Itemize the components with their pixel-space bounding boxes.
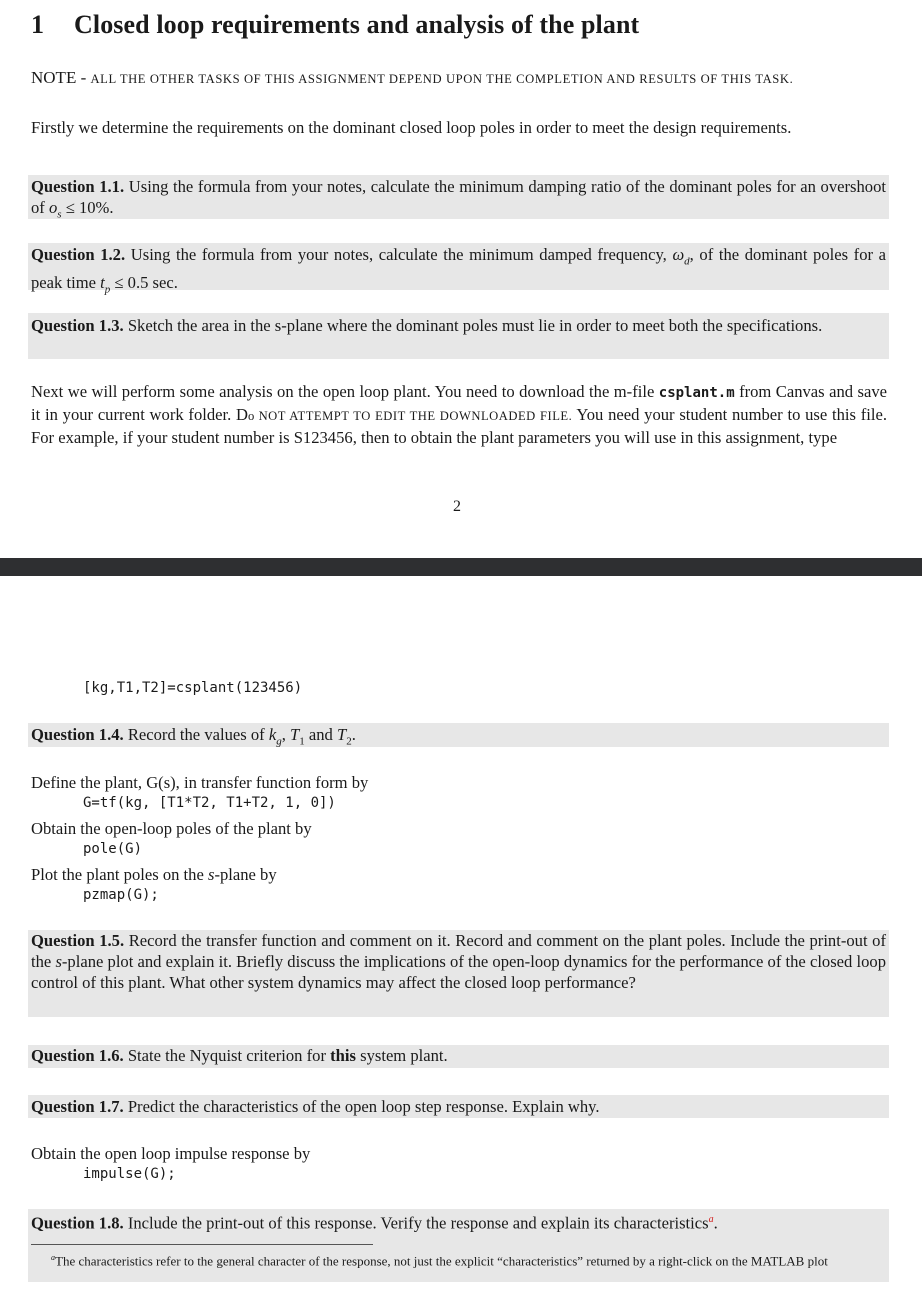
page-2 [0, 0, 922, 558]
question-label: Question 1.8. [31, 1213, 124, 1233]
question-text: Using the formula from your notes, calculate the minimum damped frequency, [130, 245, 673, 264]
question-text-end: ≤ 0.5 sec. [110, 273, 178, 293]
intro-paragraph: Firstly we determine the requirements on the dominant closed loop poles in order to meet the design requirements. [31, 118, 792, 137]
question-label: Question 1.7. [31, 1097, 124, 1116]
question-1-2 [28, 243, 889, 296]
question-text-and: and [304, 725, 337, 744]
impulse-text: Obtain the open loop impulse response by [31, 1144, 311, 1163]
question-label: Question 1.6. [31, 1046, 124, 1065]
footnote-marker[interactable]: a [708, 1214, 714, 1225]
footnote: $^a$The characteristics refer to the general character of the response, not just the explicit “characteristics” returned by a right-click on the MATLAB plot [51, 1252, 828, 1268]
math-os: $o_s$ [48, 198, 62, 221]
question-text: Using the formula from your notes, calculate the minimum damping ratio of the dominant poles for an overshoot of [31, 177, 887, 217]
code-tf: G=tf(kg, [T1*T2, T1+T2, 1, 0]) [83, 795, 336, 811]
question-label: Question 1.2. [31, 245, 126, 264]
question-label: Question 1.5. [31, 931, 125, 950]
note-lead: NOTE - [31, 68, 91, 87]
question-1-1 [28, 175, 889, 219]
emphasis-this: this [330, 1046, 356, 1065]
download-paragraph [31, 381, 887, 448]
question-text: Include the print-out of this response. Verify the response and explain its characteristics [127, 1213, 709, 1233]
question-text: Predict the characteristics of the open loop step response. Explain why. [127, 1097, 600, 1116]
question-label: Question 1.3. [31, 316, 124, 335]
question-1-8: Question 1.8. Include the print-out of this response. Verify the response and explain its characteristics$^a$. $^a$The characteristics refer to the general character of the response, not just the explicit “characteristics” returned by a right-click on the MATLAB plot [28, 1209, 889, 1282]
math-wd: $\omega_d$ [672, 245, 690, 268]
question-1-5: Question 1.5. Record the transfer function and comment on it. Record and comment on the plant poles. Include the print-out of the s-plane plot and explain it. Briefly discuss the implications of the open-loop dynamics for the performance of the closed loop control of this plant. What other system dynamics may affect the closed loop performance? [28, 930, 889, 1017]
section-heading [31, 10, 639, 40]
para-text: from Canvas and save it in your current work folder. [31, 382, 887, 424]
question-1-4: Question 1.4. Record the values of $k_g$, $T_1$ and $T_2$. [28, 723, 889, 747]
code-pzmap: pzmap(G); [83, 887, 159, 903]
question-text: Sketch the area in the s-plane where the dominant poles must lie in order to meet both the specifications. [127, 316, 823, 335]
section-number: 1 [31, 10, 45, 39]
question-text: Record the transfer function and comment on it. Record and comment on the plant poles. Include the print-out of the [31, 931, 886, 971]
para-text: You need your student number to use this file. For example, if your student number is S123456, then to obtain the plant parameters you will use in this assignment, type [31, 405, 887, 447]
question-1-7 [28, 1095, 889, 1118]
note-paragraph [31, 67, 887, 90]
math-tp: $t_p$ [100, 273, 111, 296]
define-plant-text: Define the plant, G(s), in transfer function form by [31, 773, 369, 792]
question-text-mid: , of the dominant poles for a peak time [31, 245, 886, 293]
plot-poles-text: Plot the plant poles on the s-plane by [31, 865, 277, 884]
section-title: Closed loop requirements and analysis of the plant [74, 10, 640, 39]
warning-text: Do NOT ATTEMPT TO EDIT THE DOWNLOADED FILE. [236, 405, 573, 424]
question-label: Question 1.1. [31, 177, 125, 196]
obtain-poles-text: Obtain the open-loop poles of the plant by [31, 819, 312, 838]
math-kg: $k_g$ [268, 725, 282, 748]
page-divider [0, 558, 922, 576]
math-t1: $T_1$ [290, 725, 305, 748]
footnote-rule [31, 1244, 373, 1245]
question-1-3 [28, 313, 889, 359]
code-pole: pole(G) [83, 841, 143, 857]
question-1-6: Question 1.6. State the Nyquist criterion for this system plant. [28, 1045, 889, 1068]
question-label: Question 1.4. [31, 725, 124, 744]
page-number: 2 [453, 498, 461, 515]
question-text: Record the values of [127, 725, 269, 744]
code-csplant: [kg,T1,T2]=csplant(123456) [83, 680, 303, 696]
question-text-end: -plane plot and explain it. Briefly discuss the implications of the open-loop dynamics for the performance of the closed loop control of this plant. What other system dynamics may affect the closed loop performance? [31, 952, 887, 992]
note-body: ALL THE OTHER TASKS OF THIS ASSIGNMENT DEPEND UPON THE COMPLETION AND RESULTS OF THIS TASK. [90, 72, 794, 86]
para-text: Next we will perform some analysis on the open loop plant. You need to download the m-file [31, 382, 659, 401]
math-t2: $T_2$ [337, 725, 352, 748]
question-text-end: ≤ 10%. [61, 198, 114, 217]
mfile-name: csplant.m [658, 385, 735, 401]
page-3 [0, 576, 922, 1308]
code-impulse: impulse(G); [83, 1166, 176, 1182]
